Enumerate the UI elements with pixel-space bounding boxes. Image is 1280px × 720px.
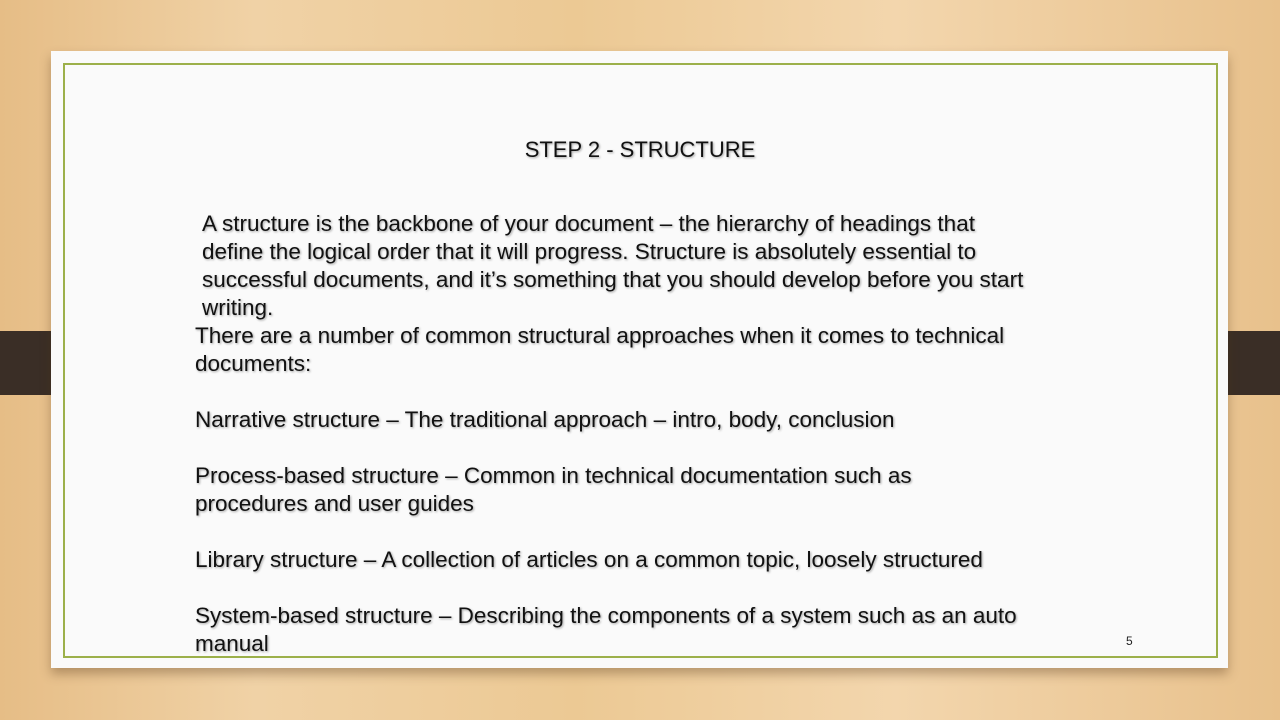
body-line: There are a number of common structural approaches when it comes to technical <box>195 323 1005 348</box>
intro-line: A structure is the backbone of your document – the hierarchy of headings that <box>202 211 975 236</box>
body-line: documents: <box>195 351 312 376</box>
process-structure-item: Process-based structure – Common in technical documentation such as <box>195 463 912 488</box>
process-structure-item-cont: procedures and user guides <box>195 491 474 516</box>
system-structure-item-cont: manual <box>195 631 269 656</box>
intro-line: successful documents, and it’s something that you should develop before you start <box>202 267 1024 292</box>
system-structure-item: System-based structure – Describing the components of a system such as an auto <box>195 603 1017 628</box>
library-structure-item: Library structure – A collection of articles on a common topic, loosely structured <box>195 547 983 572</box>
intro-line: writing. <box>202 295 274 320</box>
intro-line: define the logical order that it will progress. Structure is absolutely essential to <box>202 239 977 264</box>
page-number: 5 <box>1126 634 1133 648</box>
slide-title: STEP 2 - STRUCTURE <box>524 137 756 162</box>
narrative-structure-item: Narrative structure – The traditional approach – intro, body, conclusion <box>195 407 895 432</box>
